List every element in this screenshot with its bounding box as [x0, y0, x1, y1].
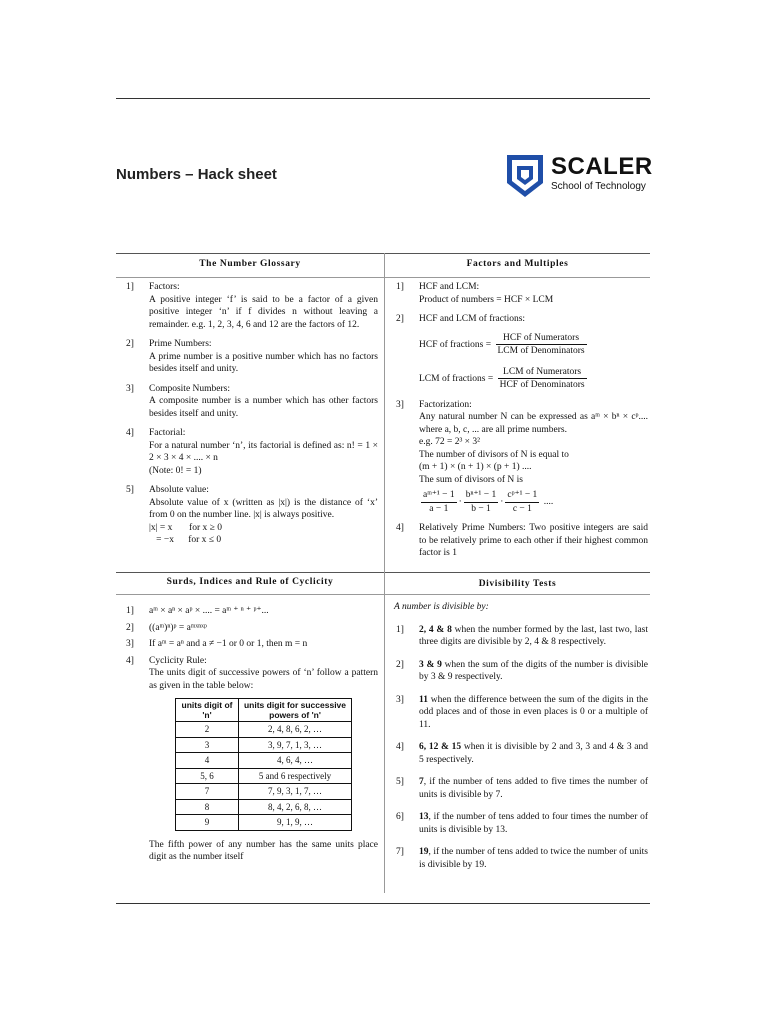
divider: [116, 572, 650, 573]
fraction: [464, 489, 498, 515]
glossary-item: [116, 484, 378, 547]
item-title: Absolute value:: [149, 485, 209, 495]
item-number: 5]: [396, 777, 404, 787]
table-cell: 8, 4, 2, 6, 8, …: [239, 799, 352, 815]
divisibility-item: [386, 659, 648, 684]
item-number: 2]: [126, 339, 134, 349]
table-row: [176, 737, 352, 753]
item-number: 4]: [396, 523, 404, 533]
cyclicity-table: [175, 698, 352, 831]
denominator: LCM of Denominators: [497, 346, 585, 356]
glossary-heading: The Number Glossary: [199, 259, 301, 269]
item-title: Prime Numbers:: [149, 339, 212, 349]
table-cell: 9: [176, 815, 239, 831]
item-number: 2]: [126, 622, 134, 633]
item-number: 4]: [396, 742, 404, 752]
item-number: 1]: [396, 282, 404, 292]
divisibility-item: [386, 846, 648, 871]
top-rule: [116, 98, 650, 99]
item-number: 3]: [126, 383, 134, 394]
table-row: [176, 784, 352, 800]
item-note: (Note: 0! = 1): [149, 465, 202, 476]
table-cell: 3: [176, 737, 239, 753]
table-row: [176, 768, 352, 784]
surds-item: [116, 605, 378, 618]
divisor-key: 7: [419, 777, 424, 787]
denominator: c − 1: [512, 503, 532, 514]
item-body: when it is divisible by 2 and 3, 3 and 4 & 3 and 5 respectively.: [419, 742, 648, 765]
numerator: aᵐ⁺¹ − 1: [421, 489, 457, 503]
divisor-sum-text: The sum of divisors of N is: [419, 474, 523, 485]
hcf-fraction-formula: [419, 332, 648, 358]
item-body: aᵐ × aⁿ × aᵖ × .... = aᵐ ⁺ ⁿ ⁺ ᵖ⁺...: [149, 606, 269, 616]
denominator: b − 1: [471, 503, 491, 514]
table-cell: 7: [176, 784, 239, 800]
factors-item: [386, 313, 648, 392]
factors-item: [386, 281, 648, 306]
item-body: If aᵐ = aⁿ and a ≠ −1 or 0 or 1, then m = n: [149, 639, 308, 649]
item-title: Cyclicity Rule:: [149, 655, 207, 666]
bottom-rule: [116, 903, 650, 904]
factors-heading: Factors and Multiples: [466, 259, 569, 269]
item-body: Product of numbers = HCF × LCM: [419, 294, 554, 305]
hack-sheet-grid: [116, 253, 650, 893]
item-title: HCF and LCM of fractions:: [419, 314, 526, 324]
item-body: The units digit of successive powers of ‘n’ follow a pattern as given in the table below:: [149, 668, 378, 691]
table-row: [176, 722, 352, 738]
item-number: 4]: [126, 655, 134, 666]
table-cell: 7, 9, 3, 1, 7, …: [239, 784, 352, 800]
item-body: A composite number is a number which has other factors besides itself and unity.: [149, 396, 378, 419]
item-body: A positive integer ‘f’ is said to be a factor of a given positive integer ‘n’ if f divides n without leaving a remainder. e.g. 1, 2, 3, 4, 6 and 12 are the factors of 12.: [149, 294, 378, 330]
divisibility-column: [386, 601, 648, 881]
glossary-column: [116, 281, 378, 554]
table-cell: 4: [176, 753, 239, 769]
divisor-sum-formula: $\frac{\text{aᵐ⁺¹ − 1}}{a - 1}$ · $\frac{\text{bⁿ⁺¹ − 1}}{b - 1}$ · $\frac{\text{cᵖ⁺¹ − 1}}{c - 1}$ ....: [423, 490, 554, 514]
divisibility-item: [386, 776, 648, 801]
divisor-count-text: The number of divisors of N is equal to: [419, 449, 569, 460]
column-divider: [384, 253, 385, 893]
fraction: [421, 489, 457, 515]
example: e.g. 72 = 2³ × 3²: [419, 437, 481, 447]
table-cell: 9, 1, 9, …: [239, 815, 352, 831]
divisor-key: 3 & 9: [419, 659, 442, 670]
item-body: when the number formed by the last, last two, last three digits are divisible by 2, 4 & 8 respectively.: [419, 624, 648, 647]
factors-column: [386, 281, 648, 567]
item-title: Factorial:: [149, 428, 186, 438]
item-body: For a natural number ‘n’, its factorial is defined as: n! = 1 × 2 × 3 × 4 × .... × n: [149, 440, 378, 463]
item-body: , if the number of tens added to four times the number of units is divisible by 13.: [419, 812, 648, 835]
divisor-key: 6, 12 & 15: [419, 742, 462, 752]
item-title: HCF and LCM:: [419, 282, 480, 292]
table-cell: 2: [176, 722, 239, 738]
divisor-key: 19: [419, 847, 429, 857]
numerator: LCM of Numerators: [498, 366, 587, 380]
formula-label: HCF of fractions =: [419, 339, 492, 350]
table-cell: 4, 6, 4, …: [239, 753, 352, 769]
ellipsis: ....: [543, 497, 554, 508]
item-body: Absolute value of x (written as |x|) is the distance of ‘x’ from 0 on the number line. |x| is always positive.: [149, 497, 378, 520]
item-body: Any natural number N can be expressed as aᵐ × bⁿ × cᵖ.... where a, b, c, ... are all prime numbers.: [419, 412, 648, 435]
item-body: , if the number of tens added to twice the number of units is divisible by 19.: [419, 847, 648, 870]
surds-column: [116, 605, 378, 871]
item-title: Factors:: [149, 282, 180, 292]
shield-logo-icon: [505, 153, 545, 199]
numerator: bⁿ⁺¹ − 1: [464, 489, 498, 503]
formula-label: LCM of fractions =: [419, 373, 494, 384]
item-body: , if the number of tens added to five times the number of units is divisible by 7.: [419, 777, 648, 800]
item-title: Composite Numbers:: [149, 383, 231, 394]
item-body: when the difference between the sum of the digits in the odd places and of those in even places is 0 or a multiple of 11.: [419, 694, 648, 730]
lcm-fraction-formula: [419, 366, 648, 392]
divisibility-intro: A number is divisible by:: [394, 602, 489, 612]
item-title: Factorization:: [419, 399, 472, 410]
surds-item: [116, 622, 378, 635]
abs-line-1: |x| = x for x ≥ 0: [149, 522, 222, 533]
table-row: [176, 815, 352, 831]
glossary-item: [116, 338, 378, 376]
logo-tagline: School of Technology: [551, 181, 646, 192]
table-cell: 8: [176, 799, 239, 815]
denominator: HCF of Denominators: [499, 380, 585, 390]
factors-item: [386, 399, 648, 516]
divisor-key: 13: [419, 812, 429, 822]
table-cell: 3, 9, 7, 1, 3, …: [239, 737, 352, 753]
item-number: 1]: [126, 282, 134, 292]
table-cell: 2, 4, 8, 6, 2, …: [239, 722, 352, 738]
denominator: a − 1: [429, 503, 449, 514]
item-number: 3]: [126, 639, 134, 649]
item-number: 2]: [396, 659, 404, 670]
scaler-logo: [505, 153, 655, 199]
item-number: 5]: [126, 485, 134, 495]
table-cell: 5, 6: [176, 768, 239, 784]
divisibility-item: [386, 694, 648, 732]
table-header-row: [176, 699, 352, 722]
column-header: units digit for successive powers of 'n': [239, 699, 352, 722]
divisor-count-formula: (m + 1) × (n + 1) × (p + 1) ....: [419, 462, 532, 472]
column-header: units digit of 'n': [176, 699, 239, 722]
item-number: 4]: [126, 428, 134, 438]
glossary-item: [116, 383, 378, 421]
surds-item: [116, 655, 378, 864]
item-number: 6]: [396, 812, 404, 822]
table-row: [176, 753, 352, 769]
divisor-key: 2, 4 & 8: [419, 624, 452, 635]
surds-heading: Surds, Indices and Rule of Cyclicity: [166, 577, 334, 587]
abs-line-2: = −x for x ≤ 0: [149, 535, 222, 545]
divisibility-item: [386, 811, 648, 836]
divisibility-heading: Divisibility Tests: [478, 579, 557, 589]
item-number: 7]: [396, 847, 404, 857]
item-number: 3]: [396, 399, 404, 410]
item-body: ((aᵐ)ⁿ)ᵖ = aᵐˣⁿˣᵖ: [149, 622, 207, 633]
item-number: 1]: [126, 606, 134, 616]
fraction: [498, 366, 587, 392]
page-title: Numbers – Hack sheet: [116, 166, 277, 183]
fraction: [505, 489, 539, 515]
item-number: 3]: [396, 694, 404, 705]
divisor-key: 11: [419, 694, 428, 705]
glossary-item: [116, 427, 378, 477]
glossary-item: [116, 281, 378, 331]
item-body: when the sum of the digits of the number is divisible by 3 & 9 respectively.: [419, 659, 648, 682]
divisibility-item: [386, 741, 648, 766]
item-body: Relatively Prime Numbers: Two positive integers are said to be relatively prime to each other if their highest common factor is 1: [419, 523, 648, 558]
divisibility-item: [386, 624, 648, 649]
divider: [116, 253, 650, 254]
logo-wordmark: SCALER: [551, 153, 653, 180]
item-number: 1]: [396, 624, 404, 635]
numerator: cᵖ⁺¹ − 1: [505, 489, 539, 503]
item-body: A prime number is a positive number which has no factors besides itself and unity.: [149, 351, 378, 374]
cyclicity-footer: The fifth power of any number has the same units place digit as the number itself: [149, 839, 378, 862]
table-cell: 5 and 6 respectively: [239, 768, 352, 784]
fraction: [496, 332, 587, 358]
surds-item: [116, 638, 378, 651]
item-number: 2]: [396, 314, 404, 324]
table-row: [176, 799, 352, 815]
divider: [116, 594, 650, 595]
numerator: HCF of Numerators: [496, 332, 587, 346]
factors-item: [386, 522, 648, 560]
divider: [116, 277, 650, 278]
